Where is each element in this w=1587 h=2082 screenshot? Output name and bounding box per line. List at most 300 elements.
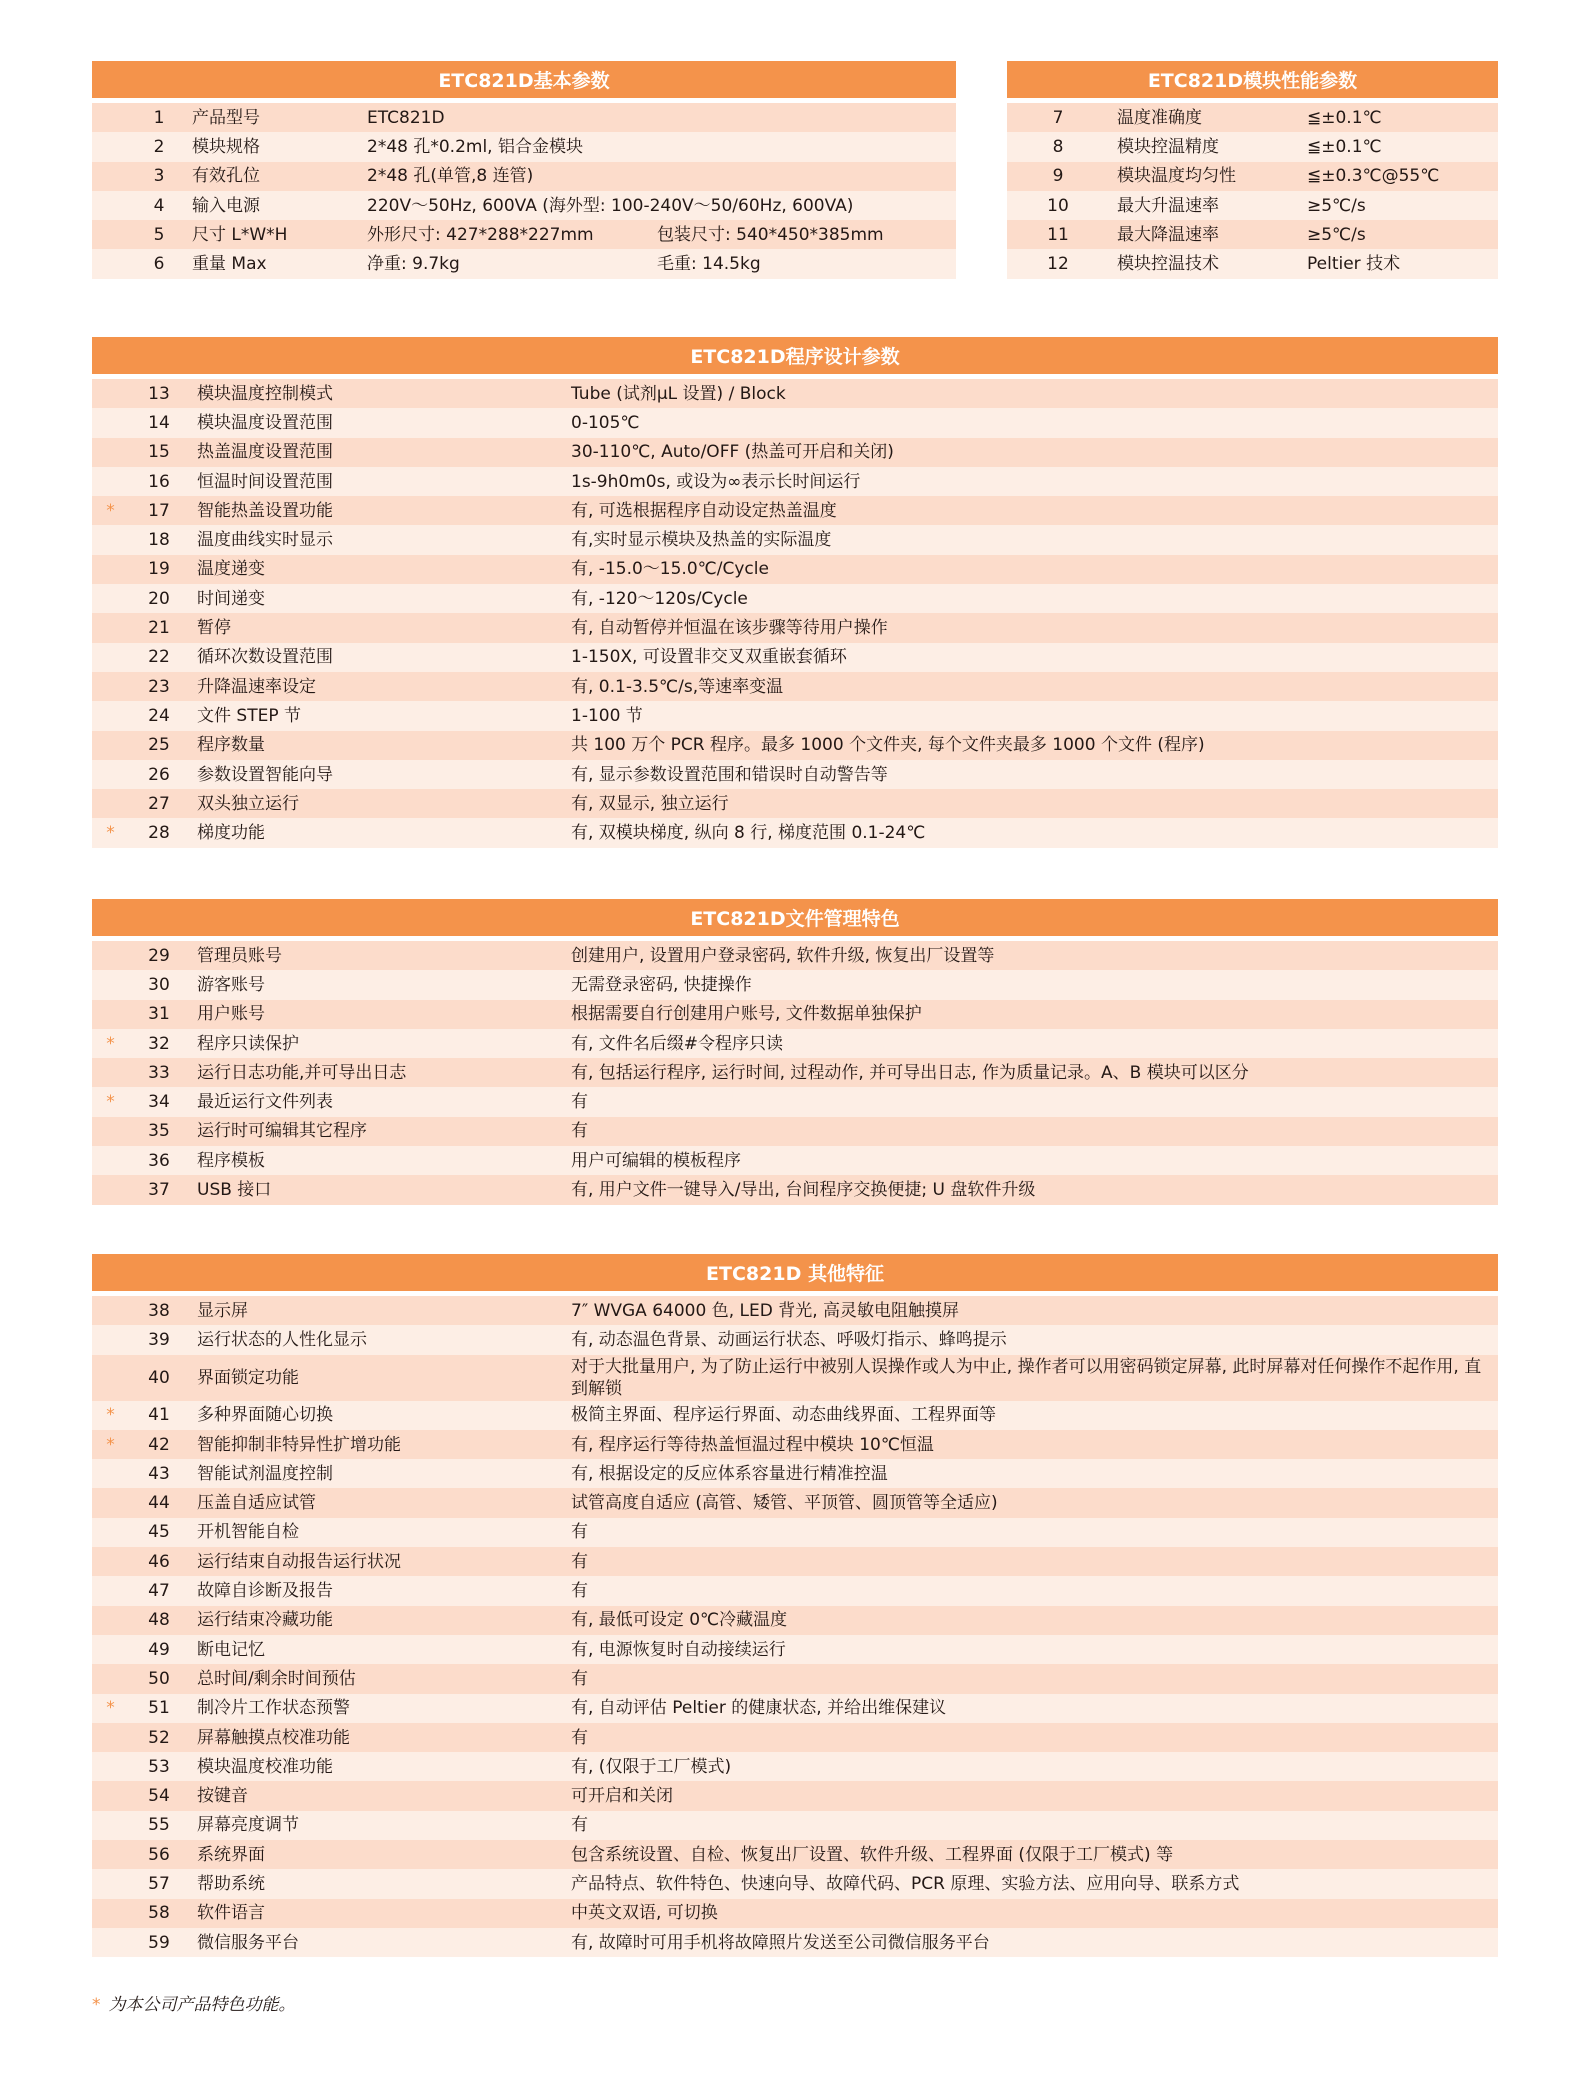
row-name: 运行结束冷藏功能	[189, 1606, 563, 1635]
row-value	[359, 249, 956, 278]
module-params-table	[1007, 61, 1498, 279]
row-number: 39	[129, 1325, 189, 1354]
row-name: 屏幕触摸点校准功能	[189, 1723, 563, 1752]
row-name: 运行时可编辑其它程序	[189, 1117, 563, 1146]
feature-star	[92, 1058, 129, 1087]
feature-star	[92, 1488, 129, 1517]
table-row	[92, 643, 1498, 672]
feature-star	[92, 1146, 129, 1175]
program-params-title: ETC821D程序设计参数	[92, 337, 1498, 374]
feature-star	[92, 1664, 129, 1693]
row-number: 3	[134, 162, 184, 191]
row-value: 有, 0.1-3.5℃/s,等速率变温	[563, 672, 1498, 701]
feature-star	[92, 1325, 129, 1354]
row-name: 参数设置智能向导	[189, 760, 563, 789]
row-name: 梯度功能	[189, 818, 563, 847]
row-name: 压盖自适应试管	[189, 1488, 563, 1517]
row-name: 管理员账号	[189, 941, 563, 970]
footnote	[92, 1990, 296, 2015]
row-number: 15	[129, 438, 189, 467]
table-row	[92, 1899, 1498, 1928]
feature-star	[92, 643, 129, 672]
row-value: 可开启和关闭	[563, 1781, 1498, 1810]
table-row	[92, 1840, 1498, 1869]
row-value: 试管高度自适应 (高管、矮管、平顶管、圆顶管等全适应)	[563, 1488, 1498, 1517]
row-number: 17	[129, 496, 189, 525]
row-value: 有, 故障时可用手机将故障照片发送至公司微信服务平台	[563, 1928, 1498, 1957]
row-value: 有, 双模块梯度, 纵向 8 行, 梯度范围 0.1-24℃	[563, 818, 1498, 847]
table-row	[92, 1146, 1498, 1175]
row-number: 57	[129, 1869, 189, 1898]
row-number: 37	[129, 1175, 189, 1204]
row-number: 38	[129, 1296, 189, 1325]
row-value-primary: 外形尺寸: 427*288*227mm	[367, 224, 594, 245]
feature-star	[92, 1869, 129, 1898]
feature-star	[92, 701, 129, 730]
table-row	[92, 1928, 1498, 1957]
feature-star	[92, 731, 129, 760]
row-name: 用户账号	[189, 1000, 563, 1029]
table-row	[92, 379, 1498, 408]
table-row	[92, 1694, 1498, 1723]
row-value: ≥5℃/s	[1299, 191, 1498, 220]
table-row	[92, 941, 1498, 970]
table-row	[92, 1781, 1498, 1810]
row-name: 多种界面随心切换	[189, 1401, 563, 1430]
row-number: 45	[129, 1518, 189, 1547]
table-row	[92, 555, 1498, 584]
table-row	[92, 103, 956, 132]
row-name: 智能热盖设置功能	[189, 496, 563, 525]
row-value: 有, 包括运行程序, 运行时间, 过程动作, 并可导出日志, 作为质量记录。A、B 模块可以区分	[563, 1058, 1498, 1087]
feature-star	[92, 672, 129, 701]
row-value: 有, 电源恢复时自动接续运行	[563, 1635, 1498, 1664]
feature-star	[92, 379, 129, 408]
footnote-star: *	[92, 1995, 101, 2015]
other-features-table	[92, 1254, 1498, 1957]
row-number: 25	[129, 731, 189, 760]
row-value: 有, 自动评估 Peltier 的健康状态, 并给出维保建议	[563, 1694, 1498, 1723]
table-row	[1007, 103, 1498, 132]
row-name: 温度递变	[189, 555, 563, 584]
row-star	[92, 220, 134, 249]
table-row	[92, 1459, 1498, 1488]
row-star	[92, 249, 134, 278]
row-number: 5	[134, 220, 184, 249]
row-value: ≥5℃/s	[1299, 220, 1498, 249]
row-value: 7″ WVGA 64000 色, LED 背光, 高灵敏电阻触摸屏	[563, 1296, 1498, 1325]
table-row	[1007, 249, 1498, 278]
row-number: 7	[1007, 103, 1109, 132]
row-value: 对于大批量用户, 为了防止运行中被别人误操作或人为中止, 操作者可以用密码锁定屏幕, 此时屏幕对任何操作不起作用, 直到解锁	[563, 1355, 1498, 1401]
row-name: 程序数量	[189, 731, 563, 760]
row-name: 帮助系统	[189, 1869, 563, 1898]
row-value: 包含系统设置、自检、恢复出厂设置、软件升级、工程界面 (仅限于工厂模式) 等	[563, 1840, 1498, 1869]
row-name: 尺寸 L*W*H	[184, 220, 359, 249]
row-number: 19	[129, 555, 189, 584]
feature-star	[92, 584, 129, 613]
row-number: 4	[134, 191, 184, 220]
feature-star	[92, 1811, 129, 1840]
row-number: 36	[129, 1146, 189, 1175]
row-name: 模块温度校准功能	[189, 1752, 563, 1781]
row-number: 47	[129, 1576, 189, 1605]
row-value: ≦±0.3℃@55℃	[1299, 162, 1498, 191]
row-value: 有, 程序运行等待热盖恒温过程中模块 10℃恒温	[563, 1430, 1498, 1459]
row-number: 29	[129, 941, 189, 970]
table-row	[92, 701, 1498, 730]
row-number: 32	[129, 1029, 189, 1058]
row-number: 27	[129, 789, 189, 818]
row-name: 系统界面	[189, 1840, 563, 1869]
table-row	[92, 1635, 1498, 1664]
row-value: 有, 可选根据程序自动设定热盖温度	[563, 496, 1498, 525]
feature-star	[92, 1606, 129, 1635]
row-number: 22	[129, 643, 189, 672]
row-number: 24	[129, 701, 189, 730]
feature-star	[92, 1781, 129, 1810]
feature-star	[92, 525, 129, 554]
feature-star: *	[92, 1694, 129, 1723]
other-features-title: ETC821D 其他特征	[92, 1254, 1498, 1291]
table-row	[92, 760, 1498, 789]
table-row	[92, 1576, 1498, 1605]
row-number: 53	[129, 1752, 189, 1781]
row-name: 故障自诊断及报告	[189, 1576, 563, 1605]
table-row	[1007, 162, 1498, 191]
feature-star: *	[92, 1401, 129, 1430]
row-number: 16	[129, 467, 189, 496]
table-row	[92, 1723, 1498, 1752]
table-row	[92, 1752, 1498, 1781]
row-name: USB 接口	[189, 1175, 563, 1204]
row-name: 制冷片工作状态预警	[189, 1694, 563, 1723]
row-number: 55	[129, 1811, 189, 1840]
table-row	[92, 672, 1498, 701]
row-name: 热盖温度设置范围	[189, 438, 563, 467]
row-value: 有	[563, 1811, 1498, 1840]
row-number: 42	[129, 1430, 189, 1459]
row-number: 6	[134, 249, 184, 278]
row-number: 13	[129, 379, 189, 408]
table-row	[92, 249, 956, 278]
row-value: 1-150X, 可设置非交叉双重嵌套循环	[563, 643, 1498, 672]
row-number: 9	[1007, 162, 1109, 191]
row-value: 2*48 孔(单管,8 连管)	[359, 162, 956, 191]
table-row	[92, 1087, 1498, 1116]
feature-star	[92, 555, 129, 584]
row-number: 48	[129, 1606, 189, 1635]
row-value: Tube (试剂μL 设置) / Block	[563, 379, 1498, 408]
row-number: 23	[129, 672, 189, 701]
row-value: 有	[563, 1547, 1498, 1576]
feature-star	[92, 1518, 129, 1547]
row-name: 按键音	[189, 1781, 563, 1810]
table-row	[92, 970, 1498, 999]
row-name: 运行日志功能,并可导出日志	[189, 1058, 563, 1087]
table-row	[92, 1401, 1498, 1430]
table-row	[92, 1058, 1498, 1087]
row-name: 运行结束自动报告运行状况	[189, 1547, 563, 1576]
row-name: 模块温度设置范围	[189, 408, 563, 437]
feature-star	[92, 1840, 129, 1869]
table-row	[92, 1606, 1498, 1635]
row-name: 屏幕亮度调节	[189, 1811, 563, 1840]
feature-star	[92, 467, 129, 496]
table-row	[92, 525, 1498, 554]
row-number: 44	[129, 1488, 189, 1517]
row-number: 18	[129, 525, 189, 554]
row-number: 49	[129, 1635, 189, 1664]
row-value: 产品特点、软件特色、快速向导、故障代码、PCR 原理、实验方法、应用向导、联系方式	[563, 1869, 1498, 1898]
row-name: 程序模板	[189, 1146, 563, 1175]
table-row	[92, 132, 956, 161]
row-name: 暂停	[189, 613, 563, 642]
row-name: 温度准确度	[1109, 103, 1299, 132]
row-star	[92, 191, 134, 220]
table-row	[92, 1175, 1498, 1204]
basic-params-title: ETC821D基本参数	[92, 61, 956, 98]
row-value: 有	[563, 1087, 1498, 1116]
feature-star: *	[92, 496, 129, 525]
basic-params-table	[92, 61, 956, 279]
row-value: 共 100 万个 PCR 程序。最多 1000 个文件夹, 每个文件夹最多 1000 个文件 (程序)	[563, 731, 1498, 760]
row-number: 40	[129, 1355, 189, 1401]
row-star	[92, 103, 134, 132]
row-value: 有	[563, 1723, 1498, 1752]
file-management-table	[92, 899, 1498, 1205]
row-number: 10	[1007, 191, 1109, 220]
row-value: 有, -120～120s/Cycle	[563, 584, 1498, 613]
row-number: 46	[129, 1547, 189, 1576]
row-value: 有	[563, 1117, 1498, 1146]
feature-star	[92, 1000, 129, 1029]
row-name: 文件 STEP 节	[189, 701, 563, 730]
row-number: 31	[129, 1000, 189, 1029]
row-value: ≦±0.1℃	[1299, 132, 1498, 161]
row-name: 模块控温精度	[1109, 132, 1299, 161]
row-value: 有, 显示参数设置范围和错误时自动警告等	[563, 760, 1498, 789]
row-number: 51	[129, 1694, 189, 1723]
row-name: 恒温时间设置范围	[189, 467, 563, 496]
row-number: 34	[129, 1087, 189, 1116]
row-name: 开机智能自检	[189, 1518, 563, 1547]
row-value: 0-105℃	[563, 408, 1498, 437]
row-number: 20	[129, 584, 189, 613]
row-name: 断电记忆	[189, 1635, 563, 1664]
row-value: 1s-9h0m0s, 或设为∞表示长时间运行	[563, 467, 1498, 496]
feature-star	[92, 1576, 129, 1605]
table-row	[92, 818, 1498, 847]
row-number: 33	[129, 1058, 189, 1087]
row-value: 30-110℃, Auto/OFF (热盖可开启和关闭)	[563, 438, 1498, 467]
row-value: 2*48 孔*0.2ml, 铝合金模块	[359, 132, 956, 161]
feature-star: *	[92, 1430, 129, 1459]
row-number: 54	[129, 1781, 189, 1810]
row-value-secondary: 包装尺寸: 540*450*385mm	[657, 224, 884, 245]
table-row	[92, 162, 956, 191]
row-number: 8	[1007, 132, 1109, 161]
row-name: 软件语言	[189, 1899, 563, 1928]
row-value: 有,实时显示模块及热盖的实际温度	[563, 525, 1498, 554]
row-value: 有	[563, 1664, 1498, 1693]
row-number: 56	[129, 1840, 189, 1869]
row-star	[92, 162, 134, 191]
row-number: 14	[129, 408, 189, 437]
table-row	[92, 191, 956, 220]
row-name: 最近运行文件列表	[189, 1087, 563, 1116]
row-number: 28	[129, 818, 189, 847]
row-number: 12	[1007, 249, 1109, 278]
row-name: 升降温速率设定	[189, 672, 563, 701]
row-number: 52	[129, 1723, 189, 1752]
table-row	[92, 731, 1498, 760]
table-row	[92, 1296, 1498, 1325]
row-name: 双头独立运行	[189, 789, 563, 818]
table-row	[92, 1488, 1498, 1517]
table-row	[92, 1325, 1498, 1354]
feature-star: *	[92, 1029, 129, 1058]
row-value: 有, 动态温色背景、动画运行状态、呼吸灯指示、蜂鸣提示	[563, 1325, 1498, 1354]
row-number: 26	[129, 760, 189, 789]
table-row	[92, 1811, 1498, 1840]
feature-star	[92, 408, 129, 437]
feature-star	[92, 1355, 129, 1401]
table-row	[92, 1664, 1498, 1693]
table-row	[92, 1547, 1498, 1576]
row-value: 根据需要自行创建用户账号, 文件数据单独保护	[563, 1000, 1498, 1029]
table-row	[92, 220, 956, 249]
table-row	[92, 496, 1498, 525]
table-row	[92, 438, 1498, 467]
table-row	[1007, 220, 1498, 249]
table-row	[92, 613, 1498, 642]
feature-star	[92, 1547, 129, 1576]
row-name: 最大降温速率	[1109, 220, 1299, 249]
row-name: 程序只读保护	[189, 1029, 563, 1058]
row-value: 有, 根据设定的反应体系容量进行精准控温	[563, 1459, 1498, 1488]
row-name: 时间递变	[189, 584, 563, 613]
feature-star	[92, 1723, 129, 1752]
feature-star	[92, 760, 129, 789]
row-value	[359, 220, 956, 249]
table-row	[1007, 132, 1498, 161]
feature-star	[92, 1117, 129, 1146]
row-value: ≦±0.1℃	[1299, 103, 1498, 132]
feature-star	[92, 1175, 129, 1204]
row-name: 模块控温技术	[1109, 249, 1299, 278]
row-name: 重量 Max	[184, 249, 359, 278]
row-name: 微信服务平台	[189, 1928, 563, 1957]
row-number: 58	[129, 1899, 189, 1928]
table-row	[92, 1430, 1498, 1459]
row-name: 智能试剂温度控制	[189, 1459, 563, 1488]
row-name: 总时间/剩余时间预估	[189, 1664, 563, 1693]
feature-star	[92, 438, 129, 467]
feature-star	[92, 970, 129, 999]
row-number: 11	[1007, 220, 1109, 249]
module-params-title: ETC821D模块性能参数	[1007, 61, 1498, 98]
table-row	[92, 789, 1498, 818]
feature-star	[92, 1296, 129, 1325]
feature-star	[92, 1635, 129, 1664]
row-value: 用户可编辑的模板程序	[563, 1146, 1498, 1175]
row-name: 模块温度控制模式	[189, 379, 563, 408]
row-value: 有, 用户文件一键导入/导出, 台间程序交换便捷; U 盘软件升级	[563, 1175, 1498, 1204]
table-row	[92, 408, 1498, 437]
row-number: 2	[134, 132, 184, 161]
row-value: 创建用户, 设置用户登录密码, 软件升级, 恢复出厂设置等	[563, 941, 1498, 970]
feature-star: *	[92, 818, 129, 847]
feature-star	[92, 1752, 129, 1781]
feature-star	[92, 1899, 129, 1928]
row-number: 1	[134, 103, 184, 132]
table-row	[92, 1355, 1498, 1401]
row-number: 41	[129, 1401, 189, 1430]
row-name: 温度曲线实时显示	[189, 525, 563, 554]
row-name: 有效孔位	[184, 162, 359, 191]
row-value: 1-100 节	[563, 701, 1498, 730]
row-value: 无需登录密码, 快捷操作	[563, 970, 1498, 999]
table-row	[1007, 191, 1498, 220]
feature-star	[92, 1928, 129, 1957]
row-number: 35	[129, 1117, 189, 1146]
row-value: ETC821D	[359, 103, 956, 132]
row-value: 有, 双显示, 独立运行	[563, 789, 1498, 818]
row-name: 显示屏	[189, 1296, 563, 1325]
feature-star	[92, 941, 129, 970]
table-row	[92, 1029, 1498, 1058]
feature-star	[92, 789, 129, 818]
row-name: 输入电源	[184, 191, 359, 220]
row-number: 59	[129, 1928, 189, 1957]
row-name: 产品型号	[184, 103, 359, 132]
row-number: 43	[129, 1459, 189, 1488]
row-number: 50	[129, 1664, 189, 1693]
row-value: 有, (仅限于工厂模式)	[563, 1752, 1498, 1781]
row-value: 有, -15.0～15.0℃/Cycle	[563, 555, 1498, 584]
row-name: 界面锁定功能	[189, 1355, 563, 1401]
row-name: 运行状态的人性化显示	[189, 1325, 563, 1354]
row-name: 模块温度均匀性	[1109, 162, 1299, 191]
row-number: 30	[129, 970, 189, 999]
row-value: 有	[563, 1576, 1498, 1605]
row-name: 游客账号	[189, 970, 563, 999]
table-row	[92, 1869, 1498, 1898]
row-number: 21	[129, 613, 189, 642]
feature-star	[92, 613, 129, 642]
row-name: 最大升温速率	[1109, 191, 1299, 220]
program-params-table	[92, 337, 1498, 848]
row-name: 循环次数设置范围	[189, 643, 563, 672]
row-name: 智能抑制非特异性扩增功能	[189, 1430, 563, 1459]
row-value: 有, 文件名后缀#令程序只读	[563, 1029, 1498, 1058]
feature-star	[92, 1459, 129, 1488]
row-value: Peltier 技术	[1299, 249, 1498, 278]
row-value: 有, 自动暂停并恒温在该步骤等待用户操作	[563, 613, 1498, 642]
file-management-title: ETC821D文件管理特色	[92, 899, 1498, 936]
row-value: 极简主界面、程序运行界面、动态曲线界面、工程界面等	[563, 1401, 1498, 1430]
table-row	[92, 1518, 1498, 1547]
row-name: 模块规格	[184, 132, 359, 161]
table-row	[92, 1000, 1498, 1029]
row-value-primary: 净重: 9.7kg	[367, 254, 460, 275]
row-value: 220V～50Hz, 600VA (海外型: 100-240V～50/60Hz, 600VA)	[359, 191, 956, 220]
table-row	[92, 1117, 1498, 1146]
footnote-text: 为本公司产品特色功能。	[108, 1995, 296, 2015]
table-row	[92, 584, 1498, 613]
feature-star: *	[92, 1087, 129, 1116]
